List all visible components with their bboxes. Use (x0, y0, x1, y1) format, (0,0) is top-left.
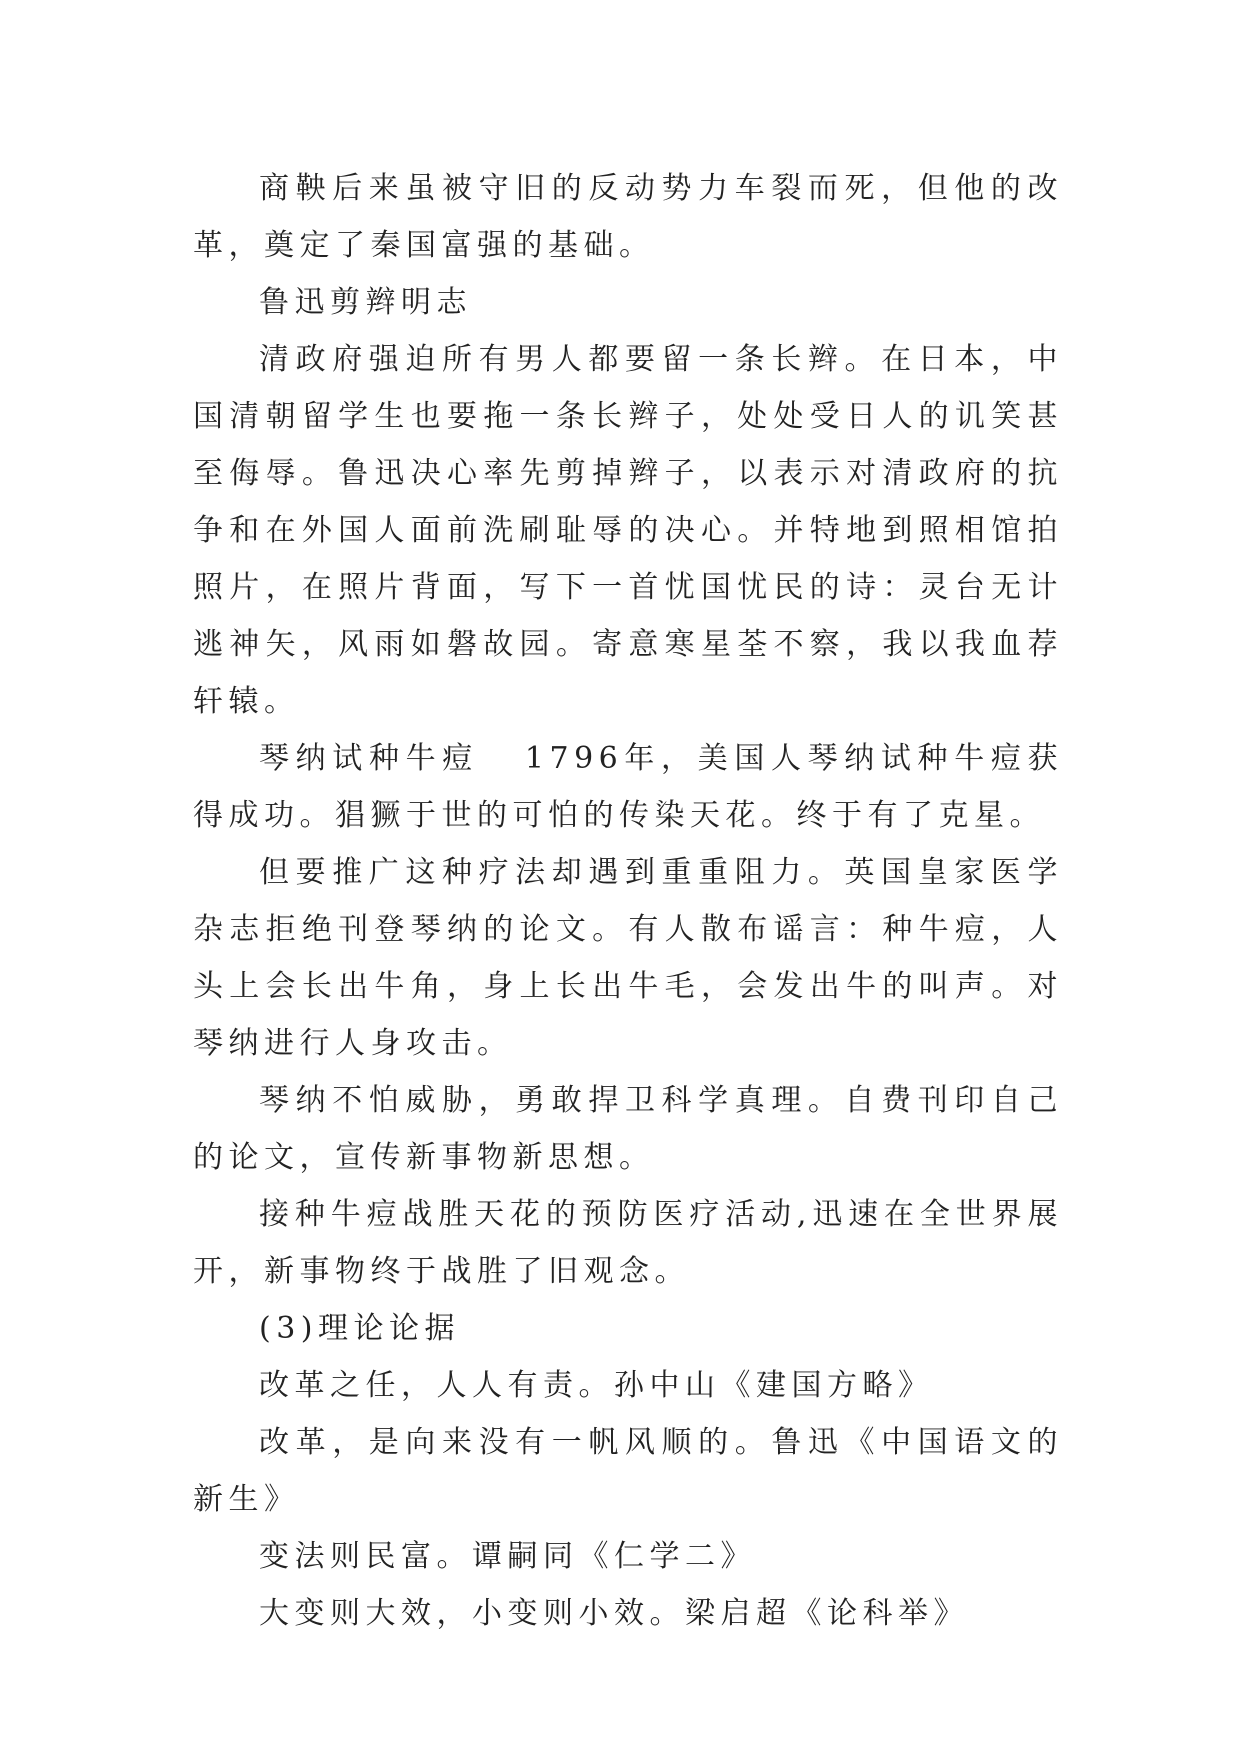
paragraph-jenner-courage: 琴纳不怕威胁，勇敢捍卫科学真理。自费刊印自己的论文，宣传新事物新思想。 (193, 1083, 1063, 1175)
paragraph-shang-yang-reform: 商鞅后来虽被守旧的反动势力车裂而死，但他的改革，奠定了秦国富强的基础。 (193, 171, 1063, 263)
quote-liang-qichao: 大变则大效，小变则小效。梁启超《论科举》 (259, 1596, 969, 1631)
paragraph-lu-xun-queue: 清政府强迫所有男人都要留一条长辫。在日本，中国清朝留学生也要拖一条长辫子，处处受日人的讥笑甚至侮辱。鲁迅决心率先剪掉辫子，以表示对清政府的抗争和在外国人面前洗刷耻辱的决心。并特地到照相馆拍照片，在照片背面，写下一首忧国忧民的诗：灵台无计逃神矢，风雨如磐故园。寄意寒星荃不察，我以我血荐轩辕。 (193, 342, 1063, 719)
heading-theory-evidence: (3)理论论据 (259, 1311, 460, 1346)
quote-lu-xun: 改革，是向来没有一帆风顺的。鲁迅《中国语文的新生》 (193, 1425, 1063, 1517)
quote-sun-yat-sen: 改革之任，人人有责。孙中山《建国方略》 (259, 1368, 934, 1403)
document-body (193, 160, 1063, 1642)
paragraph-jenner-resistance: 但要推广这种疗法却遇到重重阻力。英国皇家医学杂志拒绝刊登琴纳的论文。有人散布谣言：种牛痘，人头上会长出牛角，身上长出牛毛，会发出牛的叫声。对琴纳进行人身攻击。 (193, 855, 1063, 1061)
jenner-intro-text: 1796年，美国人琴纳试种牛痘获得成功。猖獗于世的可怕的传染天花。终于有了克星。 (193, 741, 1063, 833)
heading-jenner: 琴纳试种牛痘 (259, 741, 479, 776)
heading-lu-xun: 鲁迅剪辫明志 (259, 285, 472, 320)
paragraph-vaccination-spread: 接种牛痘战胜天花的预防医疗活动,迅速在全世界展开，新事物终于战胜了旧观念。 (193, 1197, 1063, 1289)
quote-tan-sitong: 变法则民富。谭嗣同《仁学二》 (259, 1539, 756, 1574)
paragraph-jenner-vaccine (193, 730, 1063, 844)
